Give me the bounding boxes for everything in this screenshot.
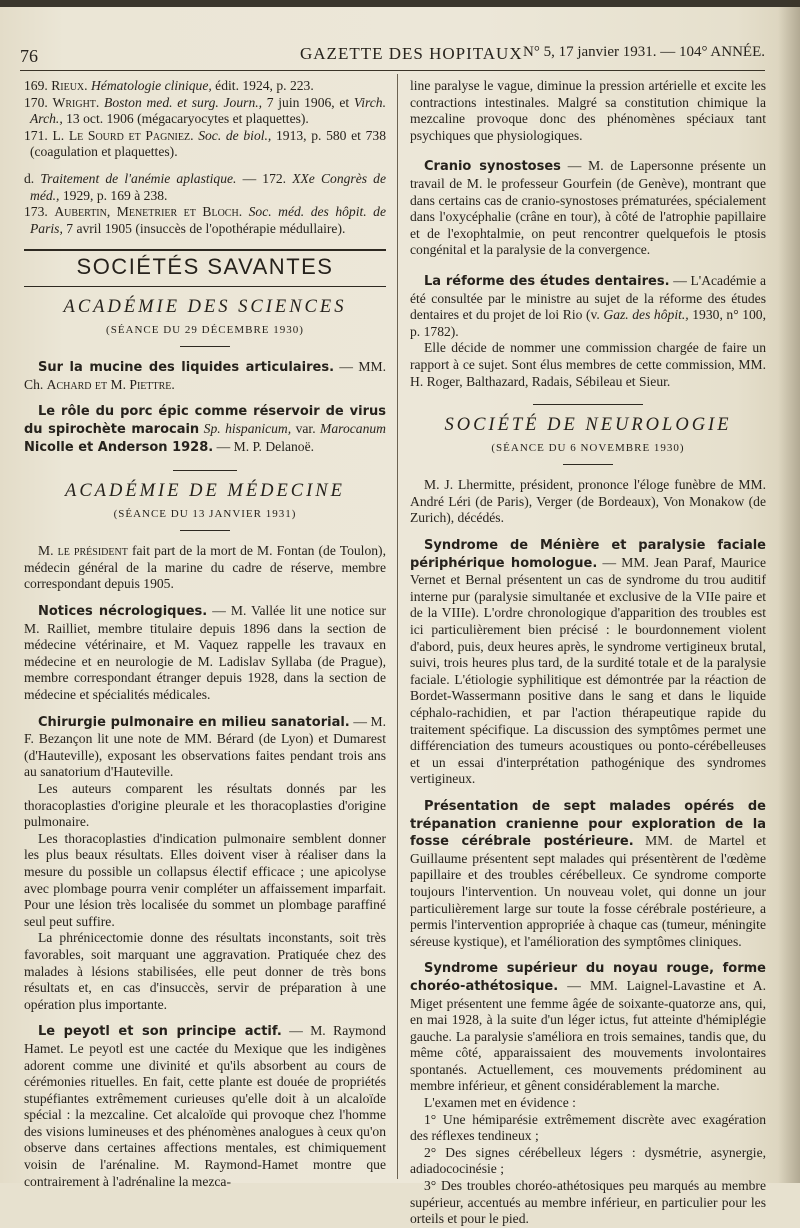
article-cranio: Cranio synostoses — M. de Lapersonne présente un travail de M. le professeur Gourfein (de Genève), montrant que dans certains cas de cranio-synostoses prématurées, spécialement dans l'oxycéphalie (crâne en tour), à côté de l'atrophie papillaire et de l'exophtalmie, on peut rencontrer quelquefois le ptosis congénital et la paralysie de la convergence.	[410, 158, 766, 258]
page-shadow	[778, 0, 800, 1183]
section-rule-bottom	[24, 286, 386, 287]
article-meniere: Syndrome de Ménière et paralysie faciale périphérique homologue. — MM. Jean Paraf, Maurice Vernet et Bernal présentent un cas de syndrome du trou auditif interne pur (paralysie simultanée et exclusive de la VIIe paire et de la VIIIe). L'ordre chronologique d'apparition des troubles est ici particulièrement bien précisé : le bourdonnement violent d'abord, puis, deux heures après, le syndrome vertigineux brutal, suivi, trois heures plus tard, de la surdité totale et de la paralysie faciale. L'étiologie syphilitique est démontrée par la réaction de Bordet-Wassermann positive dans le sang et dans le liquide céphalo-rachidien, et par l'action thérapeutique rapide du traitement spécifique. La discussion des symptômes permet une différenciation des tumeurs acoustiques ou ponto-cérébelleuses et un essai d'interprétation pathogénique des syndromes vertigineux.	[410, 538, 766, 787]
article-trepanation: Présentation de sept malades opérés de trépanation cranienne pour exploration de la fosse cérébrale postérieure. MM. de Martel et Guillaume présentent sept malades qui présentèrent de l'œdème papillaire et des troubles cérébelleux. Ce syndrome comporte toujours l'intervention. Un nouveau volet, qui donne un jour particulièrement large sur toute la fosse cérébrale postérieure, a permis l'intervention appropriée à chaque cas (tumeur, méningite séreuse kystique), et l'amélioration des symptômes cliniques.	[410, 798, 766, 949]
section-title: SOCIÉTÉS SAVANTES	[76, 254, 334, 280]
left-column	[24, 78, 386, 1190]
section-rule	[24, 249, 386, 251]
article-reforme: La réforme des études dentaires. — L'Académie a été consultée par le ministre au sujet de la réforme des études dentaires et du projet de loi Rio (v. Gaz. des hôpit., 1930, n° 100, p. 1782).	[410, 272, 766, 339]
reference-173: 173. Aubertin, Menetrier et Bloch. Soc. méd. des hôpit. de Paris, 7 avril 1905 (insuccès de l'opothérapie médullaire).	[24, 204, 386, 236]
neurologie-date: (SÉANCE DU 6 NOVEMBRE 1930)	[491, 441, 685, 454]
article-examen: L'examen met en évidence :	[424, 1095, 576, 1111]
divider	[563, 464, 613, 465]
article-chirurgie-p2: Les auteurs comparent les résultats donnés par les thoracoplasties d'origine pleurale et les thoracoplasties d'origine pulmonaire.	[24, 781, 386, 830]
reference-172: d. Traitement de l'anémie aplastique. — 172. XXe Congrès de méd., 1929, p. 169 à 238.	[24, 170, 386, 203]
publication-title: GAZETTE DES HOPITAUX	[300, 44, 523, 63]
article-notices: Notices nécrologiques. — M. Vallée lit une notice sur M. Railliet, membre titulaire depuis 1896 dans la section de médecine vétérinaire, et M. Vaquez rappelle les travaux en médecine et en neurologie de M. Ladislav Syllaba (de Prague), membre correspondant étranger depuis 1928, dans la section de médecine et spécialités médicales.	[24, 603, 387, 703]
article-president: M. le président fait part de la mort de M. Fontan (de Toulon), médecin général de la marine du cadre de réserve, membre correspondant depuis 1905.	[24, 543, 386, 592]
scan-edge	[0, 0, 800, 7]
right-column	[410, 78, 766, 1228]
page-number: 76	[20, 46, 38, 66]
column-divider	[397, 74, 398, 1179]
divider	[180, 530, 230, 531]
article-lhermitte: M. J. Lhermitte, président, prononce l'éloge funèbre de MM. André Léri (de Paris), Verger (de Bordeaux), Von Monakow (de Zurich), décédés.	[410, 477, 766, 526]
divider	[180, 346, 230, 347]
header-rule	[20, 70, 765, 71]
article-chirurgie: Chirurgie pulmonaire en milieu sanatorial. — M. F. Bezançon lit une note de MM. Bérard (de Lyon) et Dumarest (d'Hauteville), exposant les observations faites pendant trois ans au sanatorium d'Hauteville.	[24, 713, 386, 780]
article-peyotl: Le peyotl et son principe actif. — M. Raymond Hamet. Le peyotl est une cactée du Mexique que les indigènes adorent comme une divinité et qu'ils absorbent au cours de cérémonies rituelles. En fait, cette plante est douée de propriétés stupéfiantes extrêmement curieuses qu'elle doit à un alcaloïde spécial : la mezcaline. Cet alcaloïde qui provoque chez l'homme des visions lumineuses et des phénomènes analogues à ceux qu'on observe dans certaines affections mentales, est chimiquement voisin de l'arénaline. M. Raymond-Hamet montre que contrairement à l'adrénaline la mezca-	[24, 1023, 386, 1189]
reference-169: 169. Rieux. Hématologie clinique, édit. 1924, p. 223.	[24, 78, 314, 93]
academie-sciences-date: (SÉANCE DU 29 DÉCEMBRE 1930)	[106, 323, 304, 336]
academie-medecine-date: (SÉANCE DU 13 JANVIER 1931)	[113, 507, 297, 520]
article-mucine: Sur la mucine des liquides articulaires. — MM. Ch. Achard et M. Piettre.	[24, 359, 386, 392]
article-porc-epic: Le rôle du porc épic comme réservoir de virus du spirochète marocain Sp. hispanicum, var. Marocanum Nicolle et Anderson 1928. — M. P. Delanoë.	[24, 404, 386, 455]
reference-170: 170. Wright. Boston med. et surg. Journ., 7 juin 1906, et Virch. Arch., 13 oct. 1906 (mégacaryocytes et plaquettes).	[24, 94, 387, 127]
academie-sciences-title: ACADÉMIE DES SCIENCES	[63, 296, 347, 317]
article-chirurgie-p3: Les thoracoplasties d'indication pulmonaire semblent donner les plus beaux résultats. Elles doivent viser à réaliser dans la mesure du possible un collapsus électif efficace ; une apicolyse avec plombage pourra venir compléter un affaissement imparfait. Pour une lésion très localisée du sommet un plombage paraffiné seul peut suffire.	[24, 830, 386, 929]
article-noyau-rouge: Syndrome supérieur du noyau rouge, forme choréo-athétosique. — MM. Laignel-Lavastine et A. Miget présentent une femme âgée de soixante-quatorze ans, qui, en mai 1928, à la suite d'un léger ictus, fut atteinte d'hémiplégie gauche. La paralysie s'améliora en trois semaines, tandis que, du même côté, apparaissaient des mouvements involontaires spontanés. Actuellement, ces mouvements prédominent au membre inférieur, et gênent considérablement la marche.	[410, 961, 766, 1094]
issue-info: N° 5, 17 janvier 1931. — 104° ANNÉE.	[523, 44, 765, 60]
divider	[173, 470, 237, 471]
neurologie-title: SOCIÉTÉ DE NEUROLOGIE	[444, 415, 732, 436]
article-chirurgie-p4: La phrénicectomie donne des résultats inconstants, soit très favorables, soit marquant une aggravation. Pratiquée chez des malades à lésions stabilisées, elle peut donner de très bons résultats et, en cas d'insuccès, servir de préparation à une opération plus importante.	[24, 930, 386, 1012]
reference-171: 171. L. Le Sourd et Pagniez. Soc. de biol., 1913, p. 580 et 738 (coagulation et plaquettes).	[24, 127, 386, 160]
article-reforme-p2: Elle décide de nommer une commission chargée de faire un rapport à ce sujet. Sont élus membres de cette commission, MM. H. Roger, Balthazard, Radais, Sébileau et Sieur.	[410, 340, 766, 389]
list-item-1: 1° Une hémiparésie extrêmement discrète avec exagération des réflexes tendineux ;	[410, 1111, 766, 1144]
article-peyotl-continued: line paralyse le vague, diminue la pression artérielle et excite les contractions intestinales. Malgré sa constitution chimique la mezcaline provoque donc des phénomènes spéciaux tant psychiques que physiologiques.	[410, 78, 766, 143]
academie-medecine-title: ACADÉMIE DE MÉDECINE	[65, 481, 345, 502]
divider	[533, 404, 643, 405]
list-item-2: 2° Des signes cérébelleux légers : dysmétrie, asynergie, adiadococinésie ;	[410, 1144, 766, 1177]
list-item-3: 3° Des troubles choréo-athétosiques peu marqués au membre supérieur, accentués au membre inférieur, en particulier pour les orteils et pour le pied.	[410, 1178, 766, 1227]
page-header	[20, 44, 765, 68]
